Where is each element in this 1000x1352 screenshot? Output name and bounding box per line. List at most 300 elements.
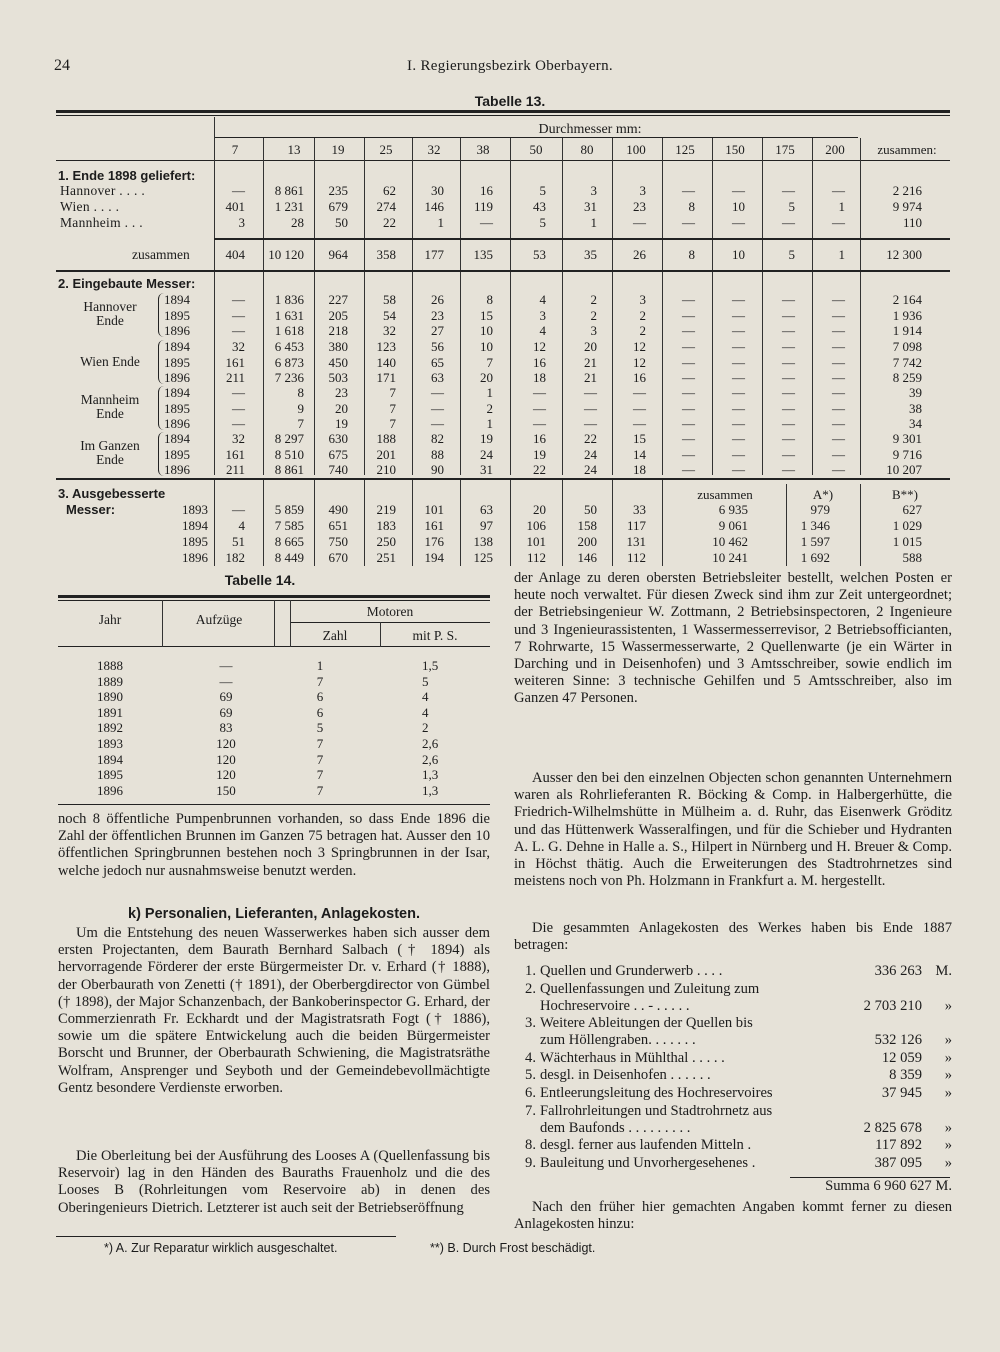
sec2-total: 9 301 xyxy=(892,431,922,446)
cost-number: 2. xyxy=(525,980,536,997)
group-year: 1894 xyxy=(164,385,190,400)
sec3-cell: 8 449 xyxy=(274,550,304,565)
sec2-cell: — xyxy=(682,462,695,477)
sec2-col-divider xyxy=(860,272,861,475)
sec2-cell: — xyxy=(732,400,745,416)
sec2-cell: — xyxy=(832,462,845,477)
sec2-cell: 27 xyxy=(431,323,444,338)
sec3-cell: 101 xyxy=(424,502,444,517)
sec3-a: 1 692 xyxy=(800,550,830,565)
sec1-cell: 1 xyxy=(437,215,444,230)
sec3-b: 627 xyxy=(902,502,922,517)
sec2-cell: — xyxy=(633,400,646,416)
table14-ps: 4 xyxy=(422,704,429,720)
sec2-cell: 1 618 xyxy=(274,323,304,338)
sec2-cell: 6 873 xyxy=(274,354,304,370)
sec1-sum-divider xyxy=(510,240,511,270)
sec2-cell: — xyxy=(431,385,444,400)
cost-number: 4. xyxy=(525,1049,536,1066)
right-paragraph-3: Die gesammten Anlagekosten des Werkes haben bis Ende 1887 betragen: xyxy=(514,920,952,954)
sec2-cell: — xyxy=(682,431,695,446)
sec1-cell: 3 xyxy=(590,183,597,198)
footnote-b: **) B. Durch Frost beschädigt. xyxy=(430,1241,596,1255)
sec2-cell: — xyxy=(682,292,695,307)
sec2-cell: 218 xyxy=(328,323,348,338)
group-year: 1896 xyxy=(164,462,190,477)
sec2-cell: 9 xyxy=(297,400,304,416)
group-year: 1894 xyxy=(164,339,190,354)
cost-amount: 387 095 xyxy=(874,1154,922,1171)
cost-label: Fallrohrleitungen und Stadtrohrnetz aus xyxy=(540,1102,773,1119)
sec2-cell: 7 236 xyxy=(274,370,304,385)
sec1-cell: — xyxy=(480,215,493,230)
table14-aufzuege: — xyxy=(219,658,233,673)
sec2-cell: 22 xyxy=(584,431,597,446)
sec2-cell: 26 xyxy=(431,292,444,307)
sec2-bottom-rule xyxy=(56,478,950,480)
diameter-col-header: 19 xyxy=(331,142,345,157)
sec3-cell: 490 xyxy=(328,502,348,517)
group-label: Wien Ende xyxy=(80,354,140,369)
sec2-cell: — xyxy=(782,339,795,354)
sec1-sum-cell: 26 xyxy=(633,247,646,262)
sec3-cell: 125 xyxy=(473,550,493,565)
sec2-cell: — xyxy=(782,400,795,416)
table14-motoren-header: Motoren xyxy=(366,604,414,619)
sec3-cell: 750 xyxy=(328,534,348,549)
sec1-cell: 10 xyxy=(732,199,745,214)
table14-zahl: 7 xyxy=(316,673,324,689)
sec2-cell: — xyxy=(431,416,444,431)
sec2-cell: 188 xyxy=(376,431,396,446)
sec1-sum-cell: 135 xyxy=(473,247,493,262)
sec2-cell: 1 xyxy=(486,416,493,431)
sec3-cell: — xyxy=(232,502,245,517)
sec1-sum-divider xyxy=(612,240,613,270)
sec2-cell: 10 xyxy=(480,323,493,338)
cost-amount: 336 263 xyxy=(874,963,922,979)
cost-number: 3. xyxy=(525,1015,536,1032)
sec3-cell: 20 xyxy=(533,502,546,517)
sec1-cell: — xyxy=(633,215,646,230)
sec1-sum-divider xyxy=(860,240,861,270)
sec2-total: 34 xyxy=(909,416,922,431)
sec1-cell: 146 xyxy=(424,199,444,214)
sec3-a: 1 597 xyxy=(800,534,830,549)
cost-unit: » xyxy=(944,1032,952,1049)
sec2-cell: 8 xyxy=(297,385,304,400)
sec2-cell: 2 xyxy=(590,292,597,307)
sec1-cell: 1 xyxy=(838,199,845,214)
sec2-cell: 3 xyxy=(590,323,597,338)
table13-top-rule xyxy=(56,110,950,113)
cost-amount: 8 359 xyxy=(889,1067,922,1084)
table14-aufzuege: — xyxy=(219,673,233,689)
sec2-cell: — xyxy=(782,354,795,370)
cost-number: 5. xyxy=(525,1067,536,1084)
table14-jahr: 1889 xyxy=(97,673,123,689)
sec3-cell: 182 xyxy=(225,550,245,565)
sec3-zusammen: 6 935 xyxy=(718,502,748,517)
sec3-b: 1 029 xyxy=(892,518,922,533)
table14-aufzuege: 150 xyxy=(216,782,236,798)
group-label: Mannheim xyxy=(80,392,140,407)
group-year: 1896 xyxy=(164,370,190,385)
diameter-group-header: Durchmesser mm: xyxy=(538,122,642,137)
sec2-cell: 24 xyxy=(584,462,597,477)
sec3-a-header: A*) xyxy=(812,487,834,502)
table14-bottom-rule xyxy=(58,804,490,805)
sec2-title: 2. Eingebaute Messer: xyxy=(58,276,196,291)
sec2-cell: 7 xyxy=(297,416,304,431)
sec2-cell: — xyxy=(732,446,745,462)
group-year: 1895 xyxy=(164,307,190,323)
sec2-cell: — xyxy=(732,323,745,338)
sec1-sum-divider xyxy=(214,240,215,270)
sec1-cell: — xyxy=(832,183,845,198)
sec1-cell: — xyxy=(232,183,245,198)
sec3-zusammen: 10 241 xyxy=(712,550,748,565)
footnote-a: *) A. Zur Reparatur wirklich ausgeschaltet. xyxy=(104,1241,338,1255)
cost-unit: » xyxy=(944,1049,952,1066)
sec3-cell: 101 xyxy=(526,534,546,549)
sec2-cell: 16 xyxy=(533,354,546,370)
sec3-cell: 200 xyxy=(577,534,597,549)
sec1-sum-bottom-rule xyxy=(56,270,950,272)
sec2-cell: 7 xyxy=(389,400,396,416)
sec2-cell: 2 xyxy=(486,400,493,416)
cost-label: desgl. in Deisenhofen . . . . . . xyxy=(540,1067,711,1084)
sec1-cell: 1 xyxy=(590,215,597,230)
sec3-cell: 176 xyxy=(424,534,444,549)
sec3-cell: 219 xyxy=(376,502,396,517)
sec1-sum-divider xyxy=(314,240,315,270)
sec2-cell: 740 xyxy=(328,462,348,477)
sec2-cell: — xyxy=(633,416,646,431)
sec2-cell: 205 xyxy=(328,307,348,323)
sec2-cell: — xyxy=(682,323,695,338)
sec2-cell: — xyxy=(584,385,597,400)
cost-label: Wächterhaus in Mühlthal . . . . . xyxy=(540,1049,725,1066)
sec2-cell: — xyxy=(782,370,795,385)
diameter-col-header: 150 xyxy=(725,142,745,157)
sec1-sum-top-rule xyxy=(214,238,950,240)
sec3-zusammen-header: zusammen xyxy=(697,487,753,502)
sec2-cell: 3 xyxy=(539,307,546,323)
sec2-cell: — xyxy=(732,354,745,370)
cost-amount: 2 703 210 xyxy=(863,997,922,1014)
sec2-cell: 20 xyxy=(335,400,348,416)
cost-amount: 2 825 678 xyxy=(863,1119,922,1136)
sec2-total: 2 164 xyxy=(892,292,922,307)
sec3-cell: 194 xyxy=(424,550,444,565)
table14-title: Tabelle 14. xyxy=(224,572,296,588)
sec2-cell: 19 xyxy=(335,416,348,431)
table14-jahr: 1891 xyxy=(97,704,123,720)
sec2-total: 39 xyxy=(909,385,922,400)
sec2-cell: 14 xyxy=(633,446,646,462)
sec2-cell: — xyxy=(832,339,845,354)
cost-number: 1. xyxy=(525,963,536,979)
sec2-cell: 19 xyxy=(533,446,546,462)
sec1-sum-cell: 10 120 xyxy=(268,247,304,262)
sec1-cell: 401 xyxy=(225,199,245,214)
sec2-cell: 12 xyxy=(633,339,646,354)
sec2-cell: 16 xyxy=(533,431,546,446)
sec2-cell: 8 861 xyxy=(274,462,304,477)
sec2-cell: — xyxy=(232,400,245,416)
sec1-cell: 679 xyxy=(328,199,348,214)
sec1-cell: 8 xyxy=(688,199,695,214)
page-number: 24 xyxy=(54,57,70,74)
sec3-cell: 112 xyxy=(526,550,546,565)
right-paragraph-1: der Anlage zu deren obersten Betriebsleiter bestellt, welchen Posten er heute noch verwaltet. Für diesen Zweck sind ihm zur Zeit untergeordnet; der Betriebsingenieur W. Zottmann, 2 Betriebsinspectoren, 2 Ingenieure und 3 Ingenieurassistenten, 1 Wassermesserrevisor, 2 Betriebsofficianten, 7 Rohrwarte, 15 Wassermesserwarte, 2 Quellenwarte (je ein Wärter in Darching und in Deisenhofen) und 3 Amtsschreiber, sowie endlich im weiteren Sinne: 3 technische Gehilfen und 5 Amtsschreiber, also im Ganzen 47 Personen. xyxy=(514,570,952,707)
sec2-cell: 3 xyxy=(639,292,646,307)
cost-label: Quellenfassungen und Zuleitung zum xyxy=(540,980,760,997)
sec2-cell: — xyxy=(682,370,695,385)
sec2-cell: 8 xyxy=(486,292,493,307)
table14-aufzuege: 69 xyxy=(219,704,233,720)
sec2-total: 1 914 xyxy=(892,323,922,338)
diameter-col-header: 80 xyxy=(580,142,594,157)
sec1-sum-cell: 8 xyxy=(688,247,695,262)
sec2-cell: 1 631 xyxy=(274,307,304,323)
sec3-year: 1895 xyxy=(182,534,208,549)
sec1-cell: 30 xyxy=(431,183,444,198)
sec1-sum-cell: 1 xyxy=(838,247,845,262)
sec2-cell: — xyxy=(682,446,695,462)
group-year: 1895 xyxy=(164,400,190,416)
sec2-cell: — xyxy=(832,431,845,446)
sec2-cell: 7 xyxy=(389,416,396,431)
sec1-sum-divider xyxy=(364,240,365,270)
left-paragraph-2: Um die Entstehung des neuen Wasserwerkes haben sich ausser dem ersten Projectanten, dem Baurath Bernhard Salbach († 1894) als hervorragende Förderer der erste Bürgermeister Dr. v. Erhard († 1888), der Oberbaurath von Zenetti († 1891), der Oberbergdirector von Gümbel († 1898), der Major Schanzenbach, der Bankoberinspector G. Erhard, der Commerzienrath Fr. Eckhardt und der Magistratsrath Fogt († 1886), sowie um die spätere Entwickelung auch die beiden Bürgermeister Borscht und Brunner, der Oberbaurath Schwiening, die Magistratsräthe Wolfram, Ansprenger und Seyboth und der Gemeindebevollmächtigte Gentz besondere Verdienste erworben. xyxy=(58,925,490,1096)
sec2-cell: 32 xyxy=(232,431,245,446)
table14-motoren-rule xyxy=(290,622,490,623)
sec1-cell: 23 xyxy=(633,199,646,214)
table14-zahl: 5 xyxy=(316,720,324,736)
footnote-rule xyxy=(56,1236,396,1237)
sec2-cell: 24 xyxy=(480,446,493,462)
sec2-cell: 211 xyxy=(225,462,245,477)
sec1-cell: — xyxy=(782,183,795,198)
table13-top-rule2 xyxy=(56,115,950,116)
table14-zahl-header: Zahl xyxy=(322,628,348,643)
diameter-col-header: 100 xyxy=(626,142,646,157)
cost-label: desgl. ferner aus laufenden Mitteln . xyxy=(540,1137,752,1154)
sec2-cell: 22 xyxy=(533,462,546,477)
sec2-cell: 6 453 xyxy=(274,339,304,354)
sec2-cell: 2 xyxy=(590,307,597,323)
sec2-cell: 2 xyxy=(639,307,646,323)
group-year: 1895 xyxy=(164,446,190,462)
sec1-cell: 3 xyxy=(238,215,245,230)
sec2-cell: — xyxy=(732,339,745,354)
cost-number: 8. xyxy=(525,1137,536,1154)
sec2-cell: 210 xyxy=(376,462,396,477)
sec3-cell: 161 xyxy=(424,518,444,533)
sec2-cell: 4 xyxy=(539,292,546,307)
table14-ps: 2 xyxy=(422,720,429,736)
sec2-total: 9 716 xyxy=(892,446,922,462)
sec2-cell: — xyxy=(533,400,546,416)
cost-label: Weitere Ableitungen der Quellen bis xyxy=(540,1015,753,1032)
sec2-cell: — xyxy=(732,431,745,446)
sec2-cell: — xyxy=(682,307,695,323)
table14-aufzuege-header: Aufzüge xyxy=(195,612,243,627)
cost-number: 6. xyxy=(525,1085,536,1101)
diameter-col-header: 175 xyxy=(775,142,795,157)
cost-amount: 37 945 xyxy=(881,1085,922,1101)
sec2-cell: — xyxy=(782,431,795,446)
sec1-sum-divider xyxy=(812,240,813,270)
table14-jahr: 1890 xyxy=(97,689,123,705)
sec1-cell: 235 xyxy=(328,183,348,198)
cost-amount: 532 126 xyxy=(874,1032,922,1049)
sec3-a: 979 xyxy=(810,502,830,517)
sec2-cell: 32 xyxy=(383,323,396,338)
sec3-cell: 5 859 xyxy=(274,502,304,517)
sec1-total: 9 974 xyxy=(892,199,922,214)
sec1-sum-total: 12 300 xyxy=(886,247,922,262)
table14-jahr: 1893 xyxy=(97,736,123,751)
sec1-total: 2 216 xyxy=(892,183,922,198)
sec2-cell: — xyxy=(832,370,845,385)
sec3-title-2: Messer: xyxy=(66,502,116,517)
sec1-total: 110 xyxy=(902,215,922,230)
sec1-sum-cell: 53 xyxy=(533,247,546,262)
group-label-2: Ende xyxy=(96,452,124,467)
sec1-sum-divider xyxy=(562,240,563,270)
table14-jahr: 1895 xyxy=(97,767,123,783)
sec2-cell: 31 xyxy=(480,462,493,477)
sec2-total: 7 742 xyxy=(892,354,922,370)
table14-aufzuege: 120 xyxy=(216,736,236,751)
sec1-sum-cell: 404 xyxy=(225,247,245,262)
sec2-cell: 20 xyxy=(480,370,493,385)
sec2-cell: — xyxy=(232,323,245,338)
sec2-cell: 201 xyxy=(376,446,396,462)
sec1-sum-divider xyxy=(412,240,413,270)
sec2-cell: 12 xyxy=(533,339,546,354)
sec1-cell: 274 xyxy=(376,199,396,214)
sec2-cell: — xyxy=(682,385,695,400)
sec1-sum-cell: 964 xyxy=(328,247,348,262)
sec2-cell: 161 xyxy=(225,354,245,370)
sec2-cell: 65 xyxy=(431,354,444,370)
sec2-cell: 380 xyxy=(328,339,348,354)
sec3-cell: 251 xyxy=(376,550,396,565)
table14-zahl: 6 xyxy=(316,689,324,705)
total-col-header: zusammen: xyxy=(877,142,937,157)
sec2-cell: — xyxy=(682,400,695,416)
sec1-sum-divider xyxy=(762,240,763,270)
sec1-row-label: Wien . . . . xyxy=(60,199,120,214)
sec3-year: 1893 xyxy=(182,502,208,517)
sec1-cell: 62 xyxy=(383,183,396,198)
sec2-cell: — xyxy=(682,416,695,431)
table14-jahr: 1896 xyxy=(97,782,123,798)
sec2-cell: — xyxy=(584,416,597,431)
cost-unit: » xyxy=(944,1085,952,1101)
sec2-cell: 8 297 xyxy=(274,431,304,446)
group-year: 1896 xyxy=(164,416,190,431)
diameter-col-header: 32 xyxy=(427,142,441,157)
sec2-cell: 1 xyxy=(486,385,493,400)
sec3-cell: 112 xyxy=(626,550,646,565)
group-label-2: Ende xyxy=(96,313,124,328)
summa-line: Summa 6 960 627 M. xyxy=(825,1178,952,1194)
sec2-cell: 1 836 xyxy=(274,292,304,307)
sec3-b: 588 xyxy=(902,550,922,565)
sec1-cell: 31 xyxy=(584,199,597,214)
table14-ps: 5 xyxy=(422,673,429,689)
cost-label-2: zum Höllengraben. . . . . . . xyxy=(540,1032,696,1049)
table14-zahl: 7 xyxy=(316,767,324,783)
sec3-cell: 51 xyxy=(232,534,245,549)
table14-divider xyxy=(380,622,381,647)
sec2-cell: — xyxy=(782,292,795,307)
sec2-cell: — xyxy=(732,462,745,477)
sec2-cell: 54 xyxy=(383,307,396,323)
sec1-cell: — xyxy=(732,215,745,230)
left-paragraph-1: noch 8 öffentliche Pumpenbrunnen vorhanden, so dass Ende 1896 die Zahl der öffentlichen Brunnen im Ganzen 75 betragen hat. Ausser den 10 öffentlichen Springbrunnen bestehen noch 3 Springbrunnen in der Isar, welche jedoch nur ausnahmsweise benutzt werden. xyxy=(58,811,490,879)
sec3-col-divider xyxy=(662,480,663,566)
sec2-cell: — xyxy=(832,354,845,370)
cost-amount: 117 892 xyxy=(875,1137,922,1154)
sec3-cell: 670 xyxy=(328,550,348,565)
sec1-cell: 16 xyxy=(480,183,493,198)
cost-unit: » xyxy=(944,997,952,1014)
cost-unit: » xyxy=(944,1119,952,1136)
cost-label: Quellen und Grunderwerb . . . . xyxy=(540,963,723,979)
sec2-cell: — xyxy=(732,385,745,400)
table14-ps: 1,3 xyxy=(422,767,439,783)
sec2-cell: — xyxy=(682,354,695,370)
diameter-col-header: 50 xyxy=(529,142,543,157)
sec2-cell: 18 xyxy=(633,462,646,477)
sec2-cell: 161 xyxy=(225,446,245,462)
sec1-cell: 8 861 xyxy=(274,183,304,198)
table14-jahr: 1894 xyxy=(97,751,123,767)
group-year: 1895 xyxy=(164,354,190,370)
sec1-title: 1. Ende 1898 geliefert: xyxy=(58,168,196,183)
group-year: 1896 xyxy=(164,323,190,338)
table14-divider xyxy=(274,600,275,647)
sec1-sum-divider xyxy=(712,240,713,270)
cost-unit: M. xyxy=(935,963,952,979)
table14-ps: 2,6 xyxy=(422,736,439,751)
sec3-cell: 250 xyxy=(376,534,396,549)
sec2-cell: 2 xyxy=(639,323,646,338)
sec2-cell: 19 xyxy=(480,431,493,446)
table14-aufzuege: 120 xyxy=(216,767,236,783)
sec2-cell: 4 xyxy=(539,323,546,338)
sec2-cell: 18 xyxy=(533,370,546,385)
sec1-cell: — xyxy=(732,183,745,198)
sec2-cell: 88 xyxy=(431,446,444,462)
diameter-col-header: 7 xyxy=(231,142,239,157)
sec2-cell: — xyxy=(431,400,444,416)
sec2-cell: 211 xyxy=(225,370,245,385)
table14-jahr: 1892 xyxy=(97,720,123,736)
cost-amount: 12 059 xyxy=(881,1049,922,1066)
sec1-cell: — xyxy=(682,215,695,230)
cost-unit: » xyxy=(944,1137,952,1154)
sec1-cell: 1 231 xyxy=(274,199,304,214)
sec1-sum-cell: 10 xyxy=(732,247,745,262)
sec3-cell: 8 665 xyxy=(274,534,304,549)
